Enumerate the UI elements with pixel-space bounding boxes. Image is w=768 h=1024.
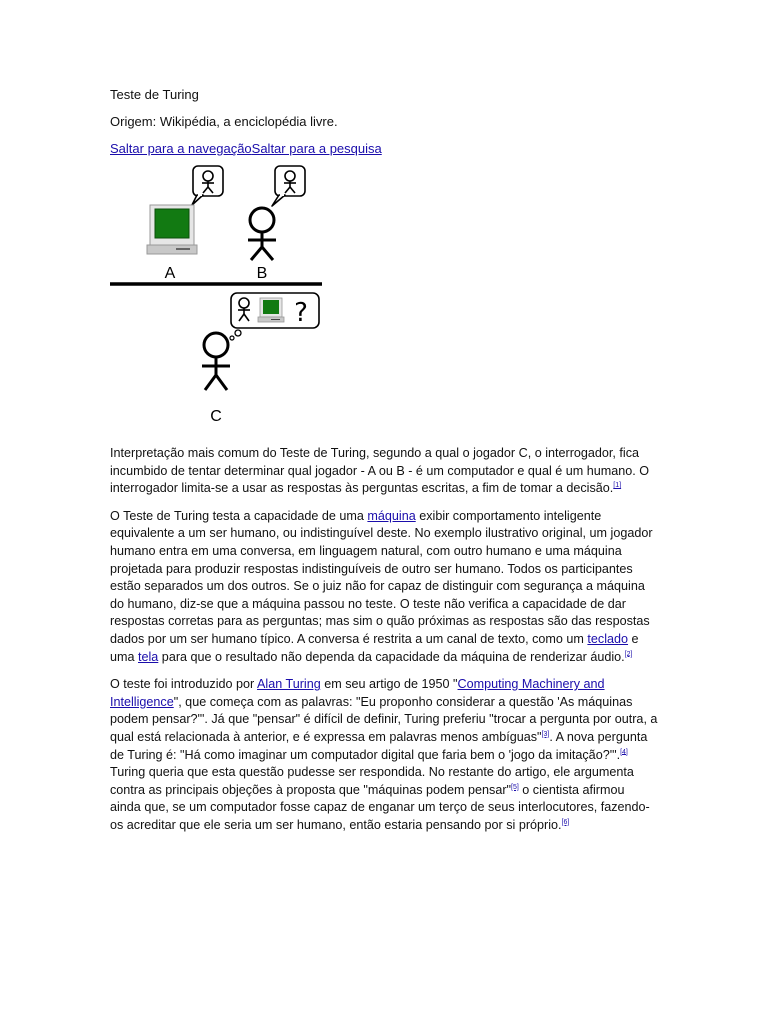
reference-1-link[interactable]: [1] — [613, 482, 622, 489]
paragraph-history-text-4: . A nova pergunta de Turing é: "Há como imaginar um computador digital que faria bem o 'jogo da imitação?'". — [110, 729, 648, 762]
label-c: C — [210, 408, 222, 425]
thought-bubble-b — [272, 166, 305, 206]
paragraph-history-text-3: ", que começa com as palavras: "Eu proponho considerar a questão 'As máquinas podem pensar?'". Já que "pensar" é difícil de definir, Turing preferiu "trocar a pergunta por outra, a qual está relacionada à anterior, e é expressa em palavras menos ambíguas" — [110, 694, 658, 744]
question-mark: ? — [294, 298, 308, 328]
paragraph-definition — [110, 508, 658, 666]
reference-6-link[interactable]: [6] — [561, 818, 570, 826]
person-b-icon — [248, 208, 276, 260]
skip-to-search-link[interactable]: Saltar para a pesquisa — [251, 141, 382, 156]
reference-4-link[interactable]: [4] — [620, 748, 628, 756]
skip-to-navigation-link[interactable]: Saltar para a navegação — [110, 141, 252, 156]
link-computing-machinery[interactable]: Computing Machinery and Intelligence — [110, 677, 605, 709]
reference-4 — [620, 748, 628, 755]
paragraph-definition-text-4: para que o resultado não dependa da capacidade da máquina de renderizar áudio. — [158, 649, 625, 664]
reference-6 — [562, 819, 570, 826]
paragraph-history — [110, 676, 658, 834]
paragraph-caption-text: Interpretação mais comum do Teste de Turing, segundo a qual o jogador C, o interrogador, fica incumbido de tentar determinar qual jogador - A ou B - é um computador e qual é um humano. O interrogador limita-se a usar as respostas às perguntas escritas, a fim de tomar a decisão. — [110, 446, 650, 496]
reference-2 — [625, 650, 633, 657]
thought-bubble-c — [230, 293, 319, 340]
reference-1 — [613, 482, 621, 489]
paragraph-caption — [110, 445, 658, 498]
thought-bubble-a — [192, 166, 223, 205]
reference-5-link[interactable]: [5] — [511, 783, 519, 791]
turing-test-diagram — [110, 164, 330, 429]
skip-links — [110, 140, 658, 158]
link-teclado[interactable]: teclado — [587, 631, 629, 646]
computer-a-icon — [147, 205, 197, 254]
label-b: B — [256, 265, 268, 282]
label-a: A — [164, 265, 176, 282]
page-title: Teste de Turing — [110, 87, 199, 102]
person-c-icon — [202, 333, 230, 390]
reference-2-link[interactable]: [2] — [624, 650, 633, 658]
origin-line: Origem: Wikipédia, a enciclopédia livre. — [110, 114, 338, 129]
link-alan-turing[interactable]: Alan Turing — [257, 677, 321, 692]
paragraph-history-text-2: em seu artigo de 1950 " — [320, 677, 458, 692]
reference-3-link[interactable]: [3] — [541, 730, 550, 738]
turing-test-illustration — [110, 164, 330, 429]
link-tela[interactable]: tela — [138, 649, 159, 664]
reference-5 — [511, 784, 519, 791]
paragraph-history-text-6: o cientista afirmou ainda que, se um computador fosse capaz de enganar um terço de seus interlocutores, fazendo-os acreditar que ele seria um ser humano, então estaria pensando por si próprio. — [110, 782, 650, 832]
paragraph-definition-text-3: e uma — [110, 631, 639, 664]
link-maquina[interactable]: máquina — [367, 508, 416, 523]
paragraph-definition-text-1: O Teste de Turing testa a capacidade de uma — [110, 508, 368, 523]
article — [110, 86, 658, 844]
paragraph-history-text-5: Turing queria que esta questão pudesse ser respondida. No restante do artigo, ele argumenta contra as principais objeções à proposta que "máquinas podem pensar" — [110, 765, 634, 797]
paragraph-definition-text-2: exibir comportamento inteligente equivalente a um ser humano, ou indistinguível deste. No exemplo ilustrativo original, um jogador humano entra em uma conversa, em linguagem natural, com outro humano e uma máquina projetada para produzir respostas indistinguíveis de outro ser humano. Todos os participantes estão separados um dos outros. Se o juiz não for capaz de distinguir com segurança a máquina do humano, diz-se que a máquina passou no teste. O teste não verifica a capacidade de dar respostas corretas para as perguntas; mas sim o quão próximas as respostas são das respostas dados por um ser humano típico. A conversa é restrita a um canal de texto, como um — [110, 508, 653, 646]
paragraph-history-text-1: O teste foi introduzido por — [110, 677, 258, 692]
